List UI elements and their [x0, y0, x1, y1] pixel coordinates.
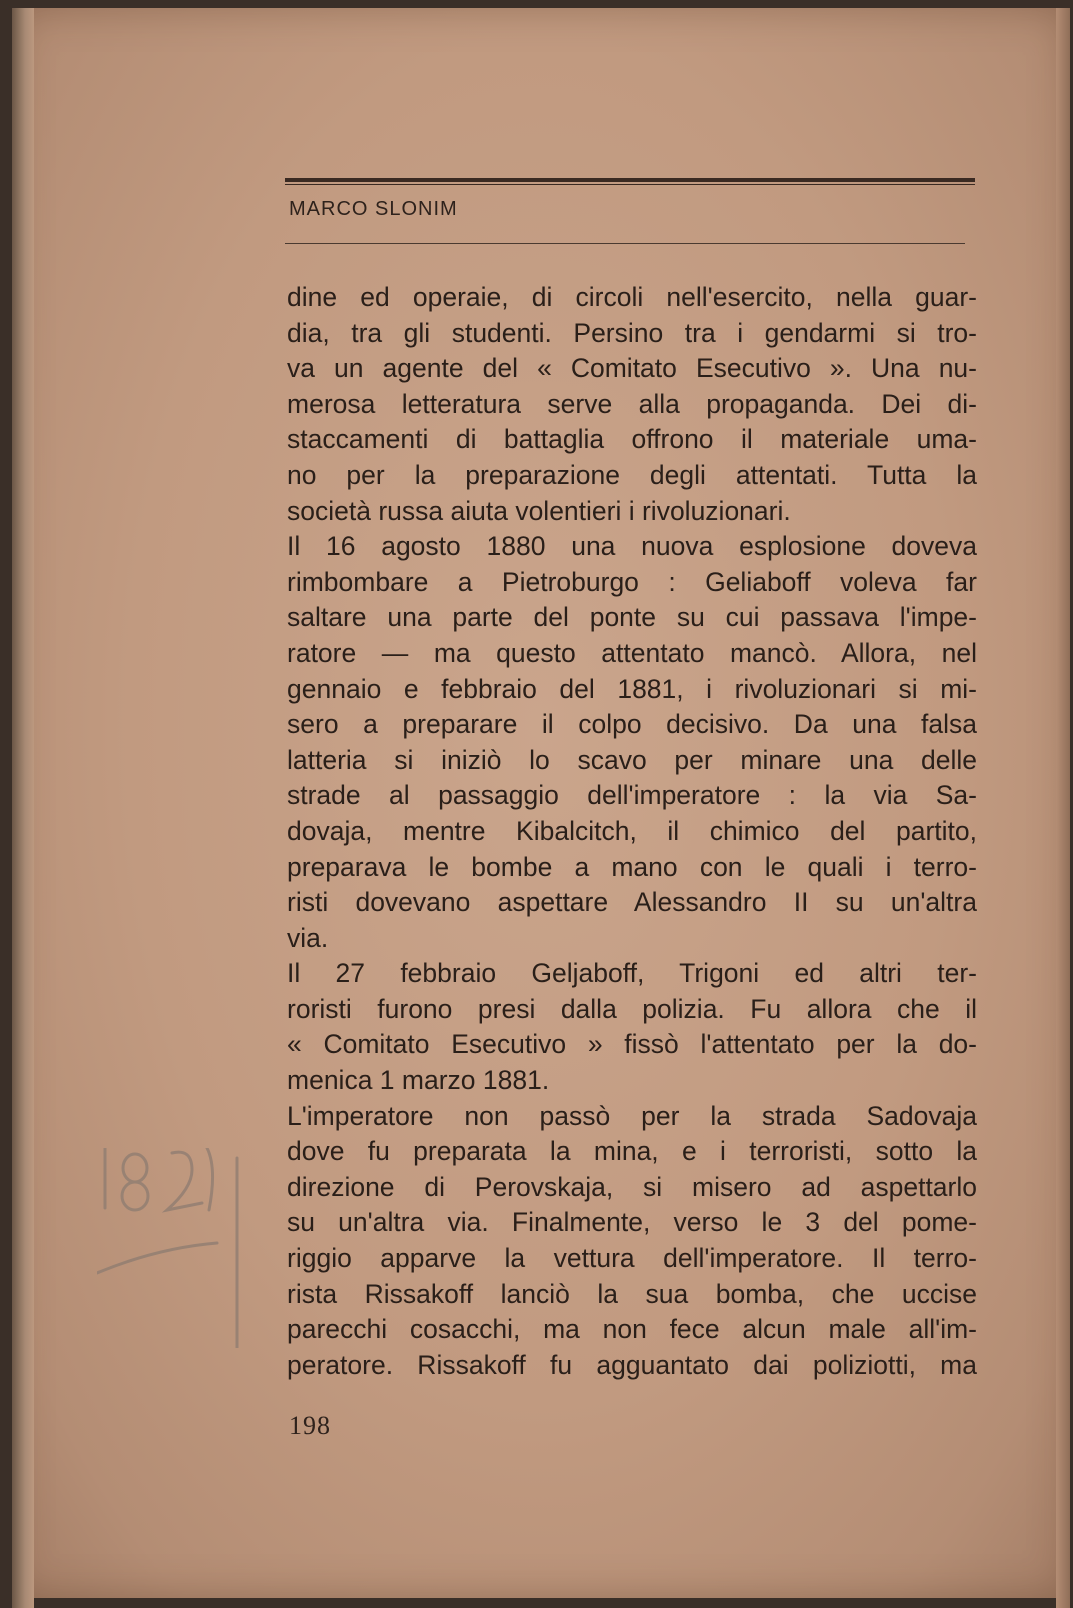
- text-line: latteria si iniziò lo scavo per minare una delle: [287, 744, 977, 775]
- text-line: Il 16 agosto 1880 una nuova esplosione doveva: [287, 531, 977, 562]
- body-text: [287, 280, 977, 1383]
- text-line: dia, tra gli studenti. Persino tra i gendarmi si tro-: [287, 317, 977, 348]
- book-page: [12, 8, 1070, 1598]
- text-line: staccamenti di battaglia offrono il materiale uma-: [287, 424, 977, 455]
- text-line: direzione di Perovskaja, si misero ad aspettarlo: [287, 1171, 977, 1202]
- page-spine-shadow: [12, 8, 34, 1608]
- text-line: rimbombare a Pietroburgo : Geliaboff voleva far: [287, 566, 977, 597]
- text-line: risti dovevano aspettare Alessandro II su un'altra: [287, 887, 977, 918]
- pencil-note-text: 1881: [97, 1148, 99, 1149]
- text-line: strade al passaggio dell'imperatore : la via Sa-: [287, 780, 977, 811]
- pencil-annotation: [97, 1148, 257, 1348]
- text-line: va un agente del « Comitato Esecutivo ». Una nu-: [287, 353, 977, 384]
- text-line: dovaja, mentre Kibalcitch, il chimico del partito,: [287, 815, 977, 846]
- text-line: menica 1 marzo 1881.: [287, 1065, 550, 1096]
- header-rule-bottom: [285, 243, 965, 244]
- text-line: via.: [287, 922, 329, 953]
- text-line: riggio apparve la vettura dell'imperatore. Il terro-: [287, 1243, 977, 1274]
- text-line: « Comitato Esecutivo » fissò l'attentato per la do-: [287, 1029, 977, 1060]
- text-line: peratore. Rissakoff fu agguantato dai poliziotti, ma: [287, 1349, 977, 1380]
- page-edge: [1056, 8, 1070, 1608]
- page-number: 198: [289, 1411, 331, 1440]
- text-line: dove fu preparata la mina, e i terroristi, sotto la: [287, 1136, 977, 1167]
- text-line: saltare una parte del ponte su cui passava l'impe-: [287, 602, 977, 633]
- text-line: gennaio e febbraio del 1881, i rivoluzionari si mi-: [287, 673, 977, 704]
- text-line: parecchi cosacchi, ma non fece alcun male all'im-: [287, 1314, 977, 1345]
- text-line: sero a preparare il colpo decisivo. Da una falsa: [287, 709, 977, 740]
- text-line: Il 27 febbraio Geljaboff, Trigoni ed altri ter-: [287, 958, 977, 989]
- text-line: su un'altra via. Finalmente, verso le 3 del pome-: [287, 1207, 977, 1238]
- header-rule-thick: [285, 178, 975, 182]
- text-line: roristi furono presi dalla polizia. Fu allora che il: [287, 993, 977, 1024]
- header-rule-thin: [285, 184, 975, 185]
- text-line: preparava le bombe a mano con le quali i terro-: [287, 851, 977, 882]
- text-line: dine ed operaie, di circoli nell'esercito, nella guar-: [287, 282, 977, 312]
- text-line: rista Rissakoff lanciò la sua bomba, che uccise: [287, 1278, 977, 1309]
- text-line: no per la preparazione degli attentati. Tutta la: [287, 459, 977, 490]
- text-line: ratore — ma questo attentato mancò. Allora, nel: [287, 637, 977, 668]
- running-head: MARCO SLONIM: [289, 198, 458, 220]
- text-line: società russa aiuta volentieri i rivoluzionari.: [287, 495, 791, 526]
- text-line: L'imperatore non passò per la strada Sadovaja: [287, 1100, 977, 1131]
- text-line: merosa letteratura serve alla propaganda. Dei di-: [287, 388, 977, 419]
